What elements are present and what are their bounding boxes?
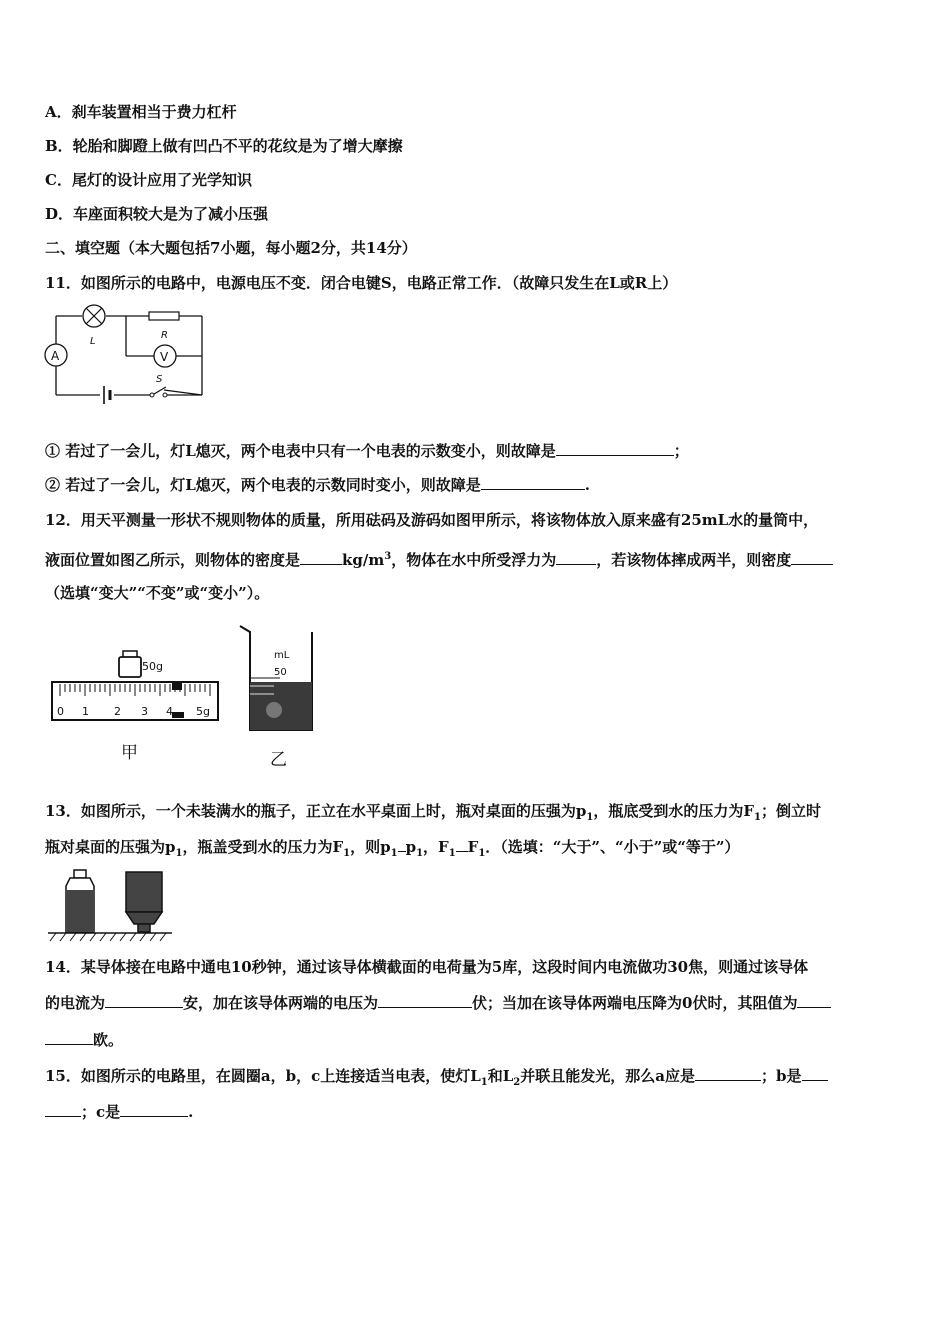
- tick-label: 3: [141, 705, 148, 718]
- answer-blank[interactable]: [398, 836, 406, 852]
- answer-blank[interactable]: [456, 836, 468, 852]
- weight-label: 50g: [142, 660, 163, 673]
- weight-icon: [119, 651, 141, 677]
- answer-blank[interactable]: [802, 1065, 828, 1081]
- q11-sub2-end: .: [584, 476, 591, 494]
- answer-blank[interactable]: [45, 1029, 93, 1045]
- q13-sub: 1: [586, 812, 594, 823]
- q12-unit-sup: 3: [384, 551, 392, 562]
- tick-label: 1: [82, 705, 89, 718]
- q13-sub: 1: [175, 848, 183, 859]
- answer-blank[interactable]: [556, 440, 674, 456]
- option-b: B．轮胎和脚蹬上做有凹凸不平的花纹是为了增大摩擦: [45, 137, 403, 155]
- q11-sub2: [45, 474, 590, 496]
- label-a: A: [51, 349, 60, 363]
- q13-line2: [45, 836, 740, 865]
- tick-label: 2: [114, 705, 121, 718]
- q12-unit: kg/m: [342, 551, 385, 569]
- q13-bottles-figure: [48, 866, 173, 942]
- section-title: 二、填空题（本大题包括7小题，每小题2分，共14分）: [45, 239, 417, 257]
- resistor-r-icon: [149, 312, 179, 320]
- q15-line1: [45, 1065, 828, 1094]
- q14-line2: [45, 992, 831, 1014]
- q13-text-b: ，瓶底受到水的压力为F: [593, 802, 754, 820]
- q13-text: p: [405, 838, 417, 856]
- q11-circuit-diagram: [44, 304, 209, 404]
- answer-blank[interactable]: [105, 992, 183, 1008]
- q14-text: 的电流为: [45, 994, 106, 1012]
- answer-blank[interactable]: [378, 992, 472, 1008]
- q13-text: ，瓶盖受到水的压力为F: [182, 838, 344, 856]
- q13-sub: 1: [478, 848, 486, 859]
- q15-text: 和L: [487, 1067, 514, 1085]
- label-jia: 甲: [121, 743, 138, 763]
- upright-bottle-icon: [66, 870, 94, 932]
- q12-line1: 12．用天平测量一形状不规则物体的质量，所用砝码及游码如图甲所示，将该物体放入原来盛有25mL水的量筒中，: [45, 511, 819, 529]
- q14-line1: 14．某导体接在电路中通电10秒钟，通过该导体横截面的电荷量为5库，这段时间内电流做功30焦，则通过该导体: [45, 958, 809, 976]
- label-s: S: [156, 374, 163, 385]
- q15-sub: 2: [513, 1077, 521, 1088]
- q13-text: ，则p: [350, 838, 391, 856]
- cylinder-mark: 50: [274, 667, 287, 678]
- switch-icon: [150, 387, 167, 397]
- q11-sub1: [45, 440, 689, 462]
- answer-blank[interactable]: [695, 1065, 761, 1081]
- q13-text-a: 13．如图所示，一个未装满水的瓶子，正立在水平桌面上时，瓶对桌面的压强为p: [45, 802, 587, 820]
- lamp-l-icon: [83, 305, 105, 327]
- q13-line1: [45, 800, 821, 829]
- q14-text: 欧。: [93, 1031, 124, 1049]
- q13-text: ，F: [423, 838, 449, 856]
- q13-text: 瓶对桌面的压强为p: [45, 838, 176, 856]
- q12-text-c: ，若该物体摔成两半，则密度: [596, 551, 792, 569]
- q13-text: F: [467, 838, 479, 856]
- graduated-cylinder-icon: [240, 626, 312, 730]
- label-yi: 乙: [270, 750, 287, 770]
- rider-icon: [172, 682, 182, 690]
- q13-text-c: ；倒立时: [760, 802, 821, 820]
- q11-sub1-end: ；: [673, 442, 689, 460]
- option-c: C．尾灯的设计应用了光学知识: [45, 171, 252, 189]
- answer-blank[interactable]: [45, 1101, 81, 1117]
- q11-stem: 11．如图所示的电路中，电源电压不变．闭合电键S，电路正常工作．（故障只发生在L或R上）: [45, 274, 678, 292]
- q13-sub: 1: [416, 848, 424, 859]
- q12-text-b: ，物体在水中所受浮力为: [391, 551, 557, 569]
- q15-text: ；c是: [81, 1103, 121, 1121]
- q15-text: 15．如图所示的电路里，在圆圈a，b，c上连接适当电表，使灯L: [45, 1067, 481, 1085]
- q15-sub: 1: [480, 1077, 488, 1088]
- label-r: R: [161, 330, 168, 341]
- q12-fig-yi: [234, 620, 324, 770]
- q12-line2: [45, 546, 833, 571]
- q11-sub2-text: ② 若过了一会儿，灯L熄灭，两个电表的示数同时变小，则故障是: [45, 476, 481, 494]
- q15-text: .: [188, 1103, 194, 1121]
- tick-label: 0: [57, 705, 64, 718]
- label-v: V: [160, 350, 169, 364]
- q13-text: ．（选填：“大于”、“小于”或“等于”）: [485, 838, 740, 856]
- q11-sub1-text: ① 若过了一会儿，灯L熄灭，两个电表中只有一个电表的示数变小，则故障是: [45, 442, 556, 460]
- q14-text: 安，加在该导体两端的电压为: [183, 994, 379, 1012]
- q13-sub: 1: [343, 848, 351, 859]
- q13-sub: 1: [390, 848, 398, 859]
- answer-blank[interactable]: [300, 549, 342, 565]
- q13-sub: 1: [448, 848, 456, 859]
- battery-icon: [104, 386, 110, 404]
- label-l: L: [90, 336, 96, 347]
- answer-blank[interactable]: [481, 474, 585, 490]
- q15-text: ；b是: [761, 1067, 802, 1085]
- q12-line3: （选填“变大”“不变”或“变小”）。: [45, 584, 270, 602]
- answer-blank[interactable]: [120, 1101, 188, 1117]
- answer-blank[interactable]: [556, 549, 596, 565]
- cylinder-unit: mL: [274, 650, 290, 661]
- answer-blank[interactable]: [791, 549, 833, 565]
- q14-line3: [45, 1029, 123, 1051]
- option-d: D．车座面积较大是为了减小压强: [45, 205, 269, 223]
- q15-text: 并联且能发光，那么a应是: [520, 1067, 695, 1085]
- option-a: A．刹车装置相当于费力杠杆: [45, 103, 237, 121]
- inverted-bottle-icon: [126, 872, 162, 932]
- q15-line2: [45, 1101, 193, 1123]
- tick-label: 4: [166, 705, 173, 718]
- answer-blank[interactable]: [797, 992, 831, 1008]
- q13-sub: 1: [754, 812, 761, 823]
- q12-fig-jia: [48, 640, 223, 770]
- q14-text: 伏；当加在该导体两端电压降为0伏时，其阻值为: [472, 994, 798, 1012]
- tick-label: 5g: [196, 705, 210, 718]
- q12-text-a: 液面位置如图乙所示，则物体的密度是: [45, 551, 301, 569]
